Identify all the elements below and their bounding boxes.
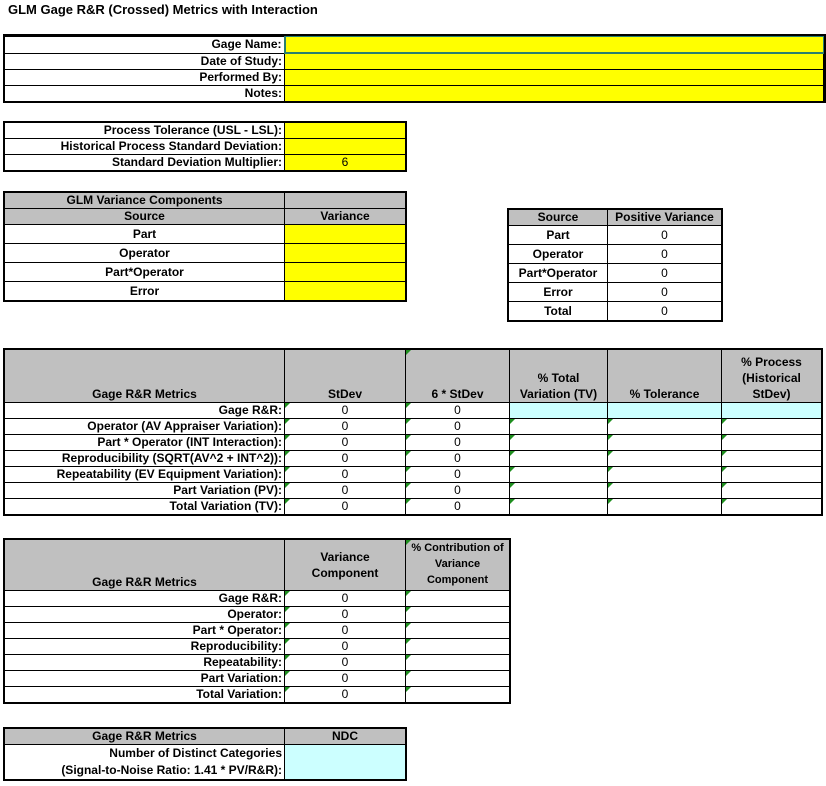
vc-row-label: Gage R&R: bbox=[5, 591, 285, 607]
performed-by-field[interactable] bbox=[285, 70, 824, 86]
historical-stdev-label: Historical Process Standard Deviation: bbox=[5, 139, 285, 155]
ndc-row-label bbox=[5, 745, 285, 780]
gage-metrics-table bbox=[4, 349, 822, 515]
vc-row-value: 0 bbox=[285, 591, 406, 607]
pos-row-label: Total bbox=[509, 302, 608, 321]
metrics-6stdev: 0 bbox=[406, 467, 510, 483]
metrics-label-header: Gage R&R Metrics bbox=[5, 350, 285, 403]
vc-row-value: 0 bbox=[285, 623, 406, 639]
metrics-proc-cell bbox=[722, 499, 822, 515]
page-title: GLM Gage R&R (Crossed) Metrics with Interaction bbox=[8, 2, 318, 17]
metrics-tol-cell bbox=[608, 419, 722, 435]
metrics-6stdev: 0 bbox=[406, 483, 510, 499]
ndc-label-line2: (Signal-to-Noise Ratio: 1.41 * PV/R&R): bbox=[61, 763, 282, 777]
metrics-tol-header: % Tolerance bbox=[608, 350, 722, 403]
metrics-6stdev-header: 6 * StDev bbox=[406, 350, 510, 403]
metrics-proc-cell bbox=[722, 467, 822, 483]
metrics-proc-cell bbox=[722, 483, 822, 499]
metrics-stdev: 0 bbox=[285, 483, 406, 499]
glm-variance-field[interactable] bbox=[285, 225, 406, 244]
glm-variance-field[interactable] bbox=[285, 282, 406, 301]
metrics-row-label: Part Variation (PV): bbox=[5, 483, 285, 499]
vc-row-pct bbox=[406, 655, 510, 671]
metrics-stdev: 0 bbox=[285, 419, 406, 435]
glm-variance-field[interactable] bbox=[285, 263, 406, 282]
gage-name-field[interactable] bbox=[285, 36, 824, 53]
vc-row-value: 0 bbox=[285, 687, 406, 703]
ndc-header: NDC bbox=[285, 729, 406, 745]
vc-row-pct bbox=[406, 607, 510, 623]
variance-component-table bbox=[4, 539, 510, 703]
metrics-row-label: Operator (AV Appraiser Variation): bbox=[5, 419, 285, 435]
glm-variance-table bbox=[4, 192, 406, 301]
pos-row-value: 0 bbox=[608, 302, 722, 321]
metrics-row-label: Total Variation (TV): bbox=[5, 499, 285, 515]
metrics-6stdev: 0 bbox=[406, 419, 510, 435]
ndc-label-line1: Number of Distinct Categories bbox=[109, 746, 282, 760]
stdev-multiplier-label: Standard Deviation Multiplier: bbox=[5, 155, 285, 171]
vc-row-pct bbox=[406, 639, 510, 655]
metrics-row-label: Gage R&R: bbox=[5, 403, 285, 419]
metrics-tv-cell bbox=[510, 435, 608, 451]
pos-value-header: Positive Variance bbox=[608, 210, 722, 226]
pos-row-value: 0 bbox=[608, 226, 722, 245]
date-of-study-label: Date of Study: bbox=[5, 53, 285, 70]
glm-title-blank bbox=[285, 193, 406, 209]
metrics-stdev: 0 bbox=[285, 403, 406, 419]
pos-row-label: Operator bbox=[509, 245, 608, 264]
metrics-tol-cell bbox=[608, 451, 722, 467]
pos-row-label: Part bbox=[509, 226, 608, 245]
metrics-tv-cell bbox=[510, 499, 608, 515]
process-tolerance-field[interactable] bbox=[285, 123, 406, 139]
ndc-value bbox=[285, 745, 406, 780]
metrics-tv-cell bbox=[510, 451, 608, 467]
process-tolerance-label: Process Tolerance (USL - LSL): bbox=[5, 123, 285, 139]
vc-row-label: Part Variation: bbox=[5, 671, 285, 687]
vc-component-header: Variance Component bbox=[285, 540, 406, 591]
metrics-tol-cell bbox=[608, 467, 722, 483]
historical-stdev-field[interactable] bbox=[285, 139, 406, 155]
metrics-stdev: 0 bbox=[285, 467, 406, 483]
vc-row-value: 0 bbox=[285, 639, 406, 655]
pos-row-value: 0 bbox=[608, 264, 722, 283]
performed-by-label: Performed By: bbox=[5, 70, 285, 86]
glm-variance-field[interactable] bbox=[285, 244, 406, 263]
vc-row-pct bbox=[406, 671, 510, 687]
pos-row-label: Part*Operator bbox=[509, 264, 608, 283]
glm-variance-header: Variance bbox=[285, 209, 406, 225]
metrics-row-label: Part * Operator (INT Interaction): bbox=[5, 435, 285, 451]
vc-row-pct bbox=[406, 623, 510, 639]
vc-row-value: 0 bbox=[285, 671, 406, 687]
metrics-row-label: Repeatability (EV Equipment Variation): bbox=[5, 467, 285, 483]
glm-row-label: Operator bbox=[5, 244, 285, 263]
metrics-tol-cell bbox=[608, 499, 722, 515]
metrics-6stdev: 0 bbox=[406, 403, 510, 419]
vc-row-value: 0 bbox=[285, 607, 406, 623]
metrics-proc-cell bbox=[722, 435, 822, 451]
study-info-table bbox=[4, 35, 825, 102]
metrics-stdev: 0 bbox=[285, 451, 406, 467]
metrics-tol-cell bbox=[608, 483, 722, 499]
pos-row-value: 0 bbox=[608, 245, 722, 264]
metrics-proc-cell bbox=[722, 451, 822, 467]
metrics-stdev: 0 bbox=[285, 435, 406, 451]
stdev-multiplier-field[interactable]: 6 bbox=[285, 155, 406, 171]
metrics-proc-cell bbox=[722, 403, 822, 419]
metrics-6stdev: 0 bbox=[406, 435, 510, 451]
pos-source-header: Source bbox=[509, 210, 608, 226]
pos-row-label: Error bbox=[509, 283, 608, 302]
notes-label: Notes: bbox=[5, 86, 285, 102]
glm-title: GLM Variance Components bbox=[5, 193, 285, 209]
metrics-6stdev: 0 bbox=[406, 499, 510, 515]
vc-row-pct bbox=[406, 591, 510, 607]
metrics-stdev-header: StDev bbox=[285, 350, 406, 403]
metrics-tv-header: % Total Variation (TV) bbox=[510, 350, 608, 403]
vc-row-label: Reproducibility: bbox=[5, 639, 285, 655]
metrics-row-label: Reproducibility (SQRT(AV^2 + INT^2)): bbox=[5, 451, 285, 467]
ndc-table bbox=[4, 728, 406, 780]
gage-name-label: Gage Name: bbox=[5, 36, 285, 53]
metrics-tv-cell bbox=[510, 467, 608, 483]
vc-row-value: 0 bbox=[285, 655, 406, 671]
metrics-tv-cell bbox=[510, 419, 608, 435]
ndc-label-header: Gage R&R Metrics bbox=[5, 729, 285, 745]
vc-row-label: Part * Operator: bbox=[5, 623, 285, 639]
glm-row-label: Error bbox=[5, 282, 285, 301]
metrics-tol-cell bbox=[608, 435, 722, 451]
glm-row-label: Part bbox=[5, 225, 285, 244]
glm-source-header: Source bbox=[5, 209, 285, 225]
metrics-6stdev: 0 bbox=[406, 451, 510, 467]
glm-row-label: Part*Operator bbox=[5, 263, 285, 282]
vc-row-label: Repeatability: bbox=[5, 655, 285, 671]
metrics-stdev: 0 bbox=[285, 499, 406, 515]
metrics-proc-header: % Process (Historical StDev) bbox=[722, 350, 822, 403]
vc-pct-header: % Contribution of Variance Component bbox=[406, 540, 510, 591]
vc-row-label: Operator: bbox=[5, 607, 285, 623]
metrics-tv-cell bbox=[510, 483, 608, 499]
metrics-tv-cell bbox=[510, 403, 608, 419]
date-of-study-field[interactable] bbox=[285, 53, 824, 70]
tolerance-table bbox=[4, 122, 406, 171]
metrics-proc-cell bbox=[722, 419, 822, 435]
vc-row-pct bbox=[406, 687, 510, 703]
metrics-tol-cell bbox=[608, 403, 722, 419]
notes-field[interactable] bbox=[285, 86, 824, 102]
vc-label-header: Gage R&R Metrics bbox=[5, 540, 285, 591]
pos-row-value: 0 bbox=[608, 283, 722, 302]
positive-variance-table bbox=[508, 209, 722, 321]
vc-row-label: Total Variation: bbox=[5, 687, 285, 703]
